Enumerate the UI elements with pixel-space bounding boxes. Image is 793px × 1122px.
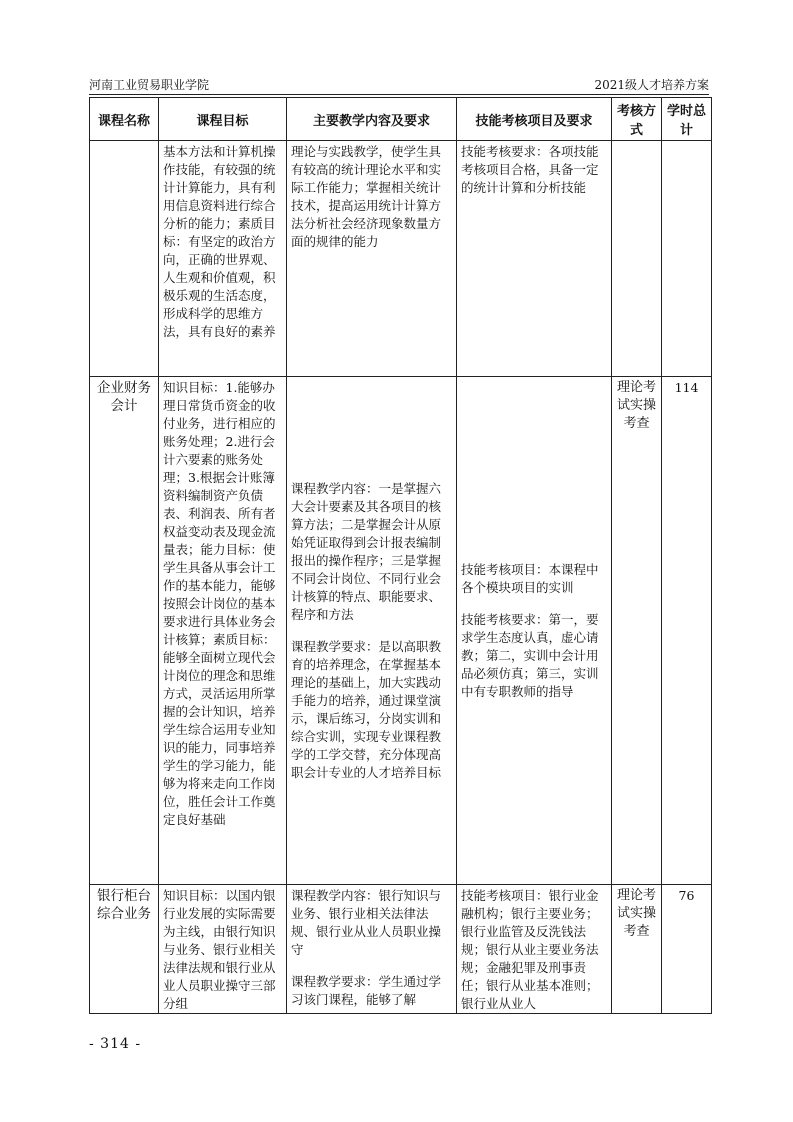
course-goal-cell	[159, 377, 287, 885]
course-name-cell	[90, 141, 159, 377]
page-number: - 314 -	[89, 1036, 142, 1052]
skill-assessment-cell	[457, 377, 612, 885]
teaching-content-paragraph-1: 课程教学内容：一是掌握六大会计要素及其各项目的核算方法；二是掌握会计从原始凭证取得到会计报表编制报出的操作程序；三是掌握不同会计岗位、不同行业会计核算的特点、职能要求、程序和方法	[291, 480, 442, 622]
course-goal-cell	[159, 141, 287, 377]
header-divider	[89, 94, 709, 95]
table-row	[90, 377, 712, 885]
teaching-content-cell	[287, 141, 457, 377]
table-row	[90, 141, 712, 377]
course-table	[89, 97, 712, 1014]
assessment-method-cell: 理论考试实操考查	[612, 885, 662, 1014]
course-goal-cell	[159, 885, 287, 1014]
column-header-teaching-content: 主要教学内容及要求	[287, 98, 457, 141]
column-header-total-hours: 学时总计	[662, 98, 712, 141]
total-hours-cell	[662, 141, 712, 377]
column-header-course-name: 课程名称	[90, 98, 159, 141]
teaching-content-cell	[287, 885, 457, 1014]
column-header-assessment-method: 考核方式	[612, 98, 662, 141]
course-name-cell: 银行柜台综合业务	[90, 885, 159, 1014]
column-header-skill-assessment: 技能考核项目及要求	[457, 98, 612, 141]
table-header-row	[90, 98, 712, 141]
teaching-content-cell	[287, 377, 457, 885]
course-goal-text: 知识目标：以国内银行业发展的实际需要为主线，由银行知识与业务、银行业相关法律法规和银行业从业人员职业操守三部分组	[163, 888, 276, 1011]
column-header-course-goal: 课程目标	[159, 98, 287, 141]
course-goal-text: 基本方法和计算机操作技能，有较强的统计计算能力，具有利用信息资料进行综合分析的能力；素质目标：有坚定的政治方向，正确的世界观、人生观和价值观，积极乐观的生活态度，形成科学的思维方法，具有良好的素养	[163, 144, 276, 339]
header-document-title: 2021级人才培养方案	[594, 78, 709, 92]
skill-assessment-text: 技能考核项目：银行业金融机构；银行主要业务；银行业监管及反洗钱法规；银行从业主要业务法规；金融犯罪及刑事责任；银行从业基本准则；银行业从业人	[461, 888, 599, 1011]
course-name-cell: 企业财务会计	[90, 377, 159, 885]
skill-assessment-paragraph-2: 技能考核要求：第一，要求学生态度认真，虚心请教；第二，实训中会计用品必须仿真；第三，实训中有专职教师的指导	[461, 611, 599, 699]
teaching-content-text: 理论与实践教学，使学生具有较高的统计理论水平和实际工作能力；掌握相关统计技术，提高运用统计计算方法分析社会经济现象数量方面的规律的能力	[291, 144, 442, 249]
assessment-method-cell	[612, 141, 662, 377]
skill-assessment-paragraph-1: 技能考核项目：本课程中各个模块项目的实训	[461, 561, 599, 595]
skill-assessment-cell	[457, 141, 612, 377]
total-hours-cell: 76	[662, 885, 712, 1014]
table-row	[90, 885, 712, 1014]
course-goal-text: 知识目标：1.能够办理日常货币资金的收付业务，进行相应的账务处理；2.进行会计六要素的账务处理；3.根据会计账簿资料编制资产负债表、利润表、所有者权益变动表及现金流量表；能力目标：使学生具备从事会计工作的基本能力，能够按照会计岗位的基本要求进行具体业务会计核算；素质目标：能够全面树立现代会计岗位的理念和思维方式，灵活运用所掌握的会计知识，培养学生综合运用专业知识的能力，同事培养学生的学习能力，能够为将来走向工作岗位，胜任会计工作奠定良好基础	[163, 380, 276, 827]
teaching-content-paragraph-2: 课程教学要求：学生通过学习该门课程，能够了解	[291, 974, 442, 1007]
page-header	[89, 76, 709, 92]
header-institution: 河南工业贸易职业学院	[89, 78, 210, 92]
teaching-content-paragraph-1: 课程教学内容：银行知识与业务、银行业相关法律法规、银行业从业人员职业操守	[291, 888, 442, 957]
skill-assessment-text: 技能考核要求：各项技能考核项目合格，具备一定的统计计算和分析技能	[461, 144, 599, 195]
teaching-content-paragraph-2: 课程教学要求：是以高职教育的培养理念，在掌握基本理论的基础上，加大实践动手能力的培养，通过课堂演示，课后练习，分岗实训和综合实训，实现专业课程教学的工学交替，充分体现高职会计专业的人才培养目标	[291, 638, 442, 780]
assessment-method-cell: 理论考试实操考查	[612, 377, 662, 885]
total-hours-cell: 114	[662, 377, 712, 885]
skill-assessment-cell	[457, 885, 612, 1014]
